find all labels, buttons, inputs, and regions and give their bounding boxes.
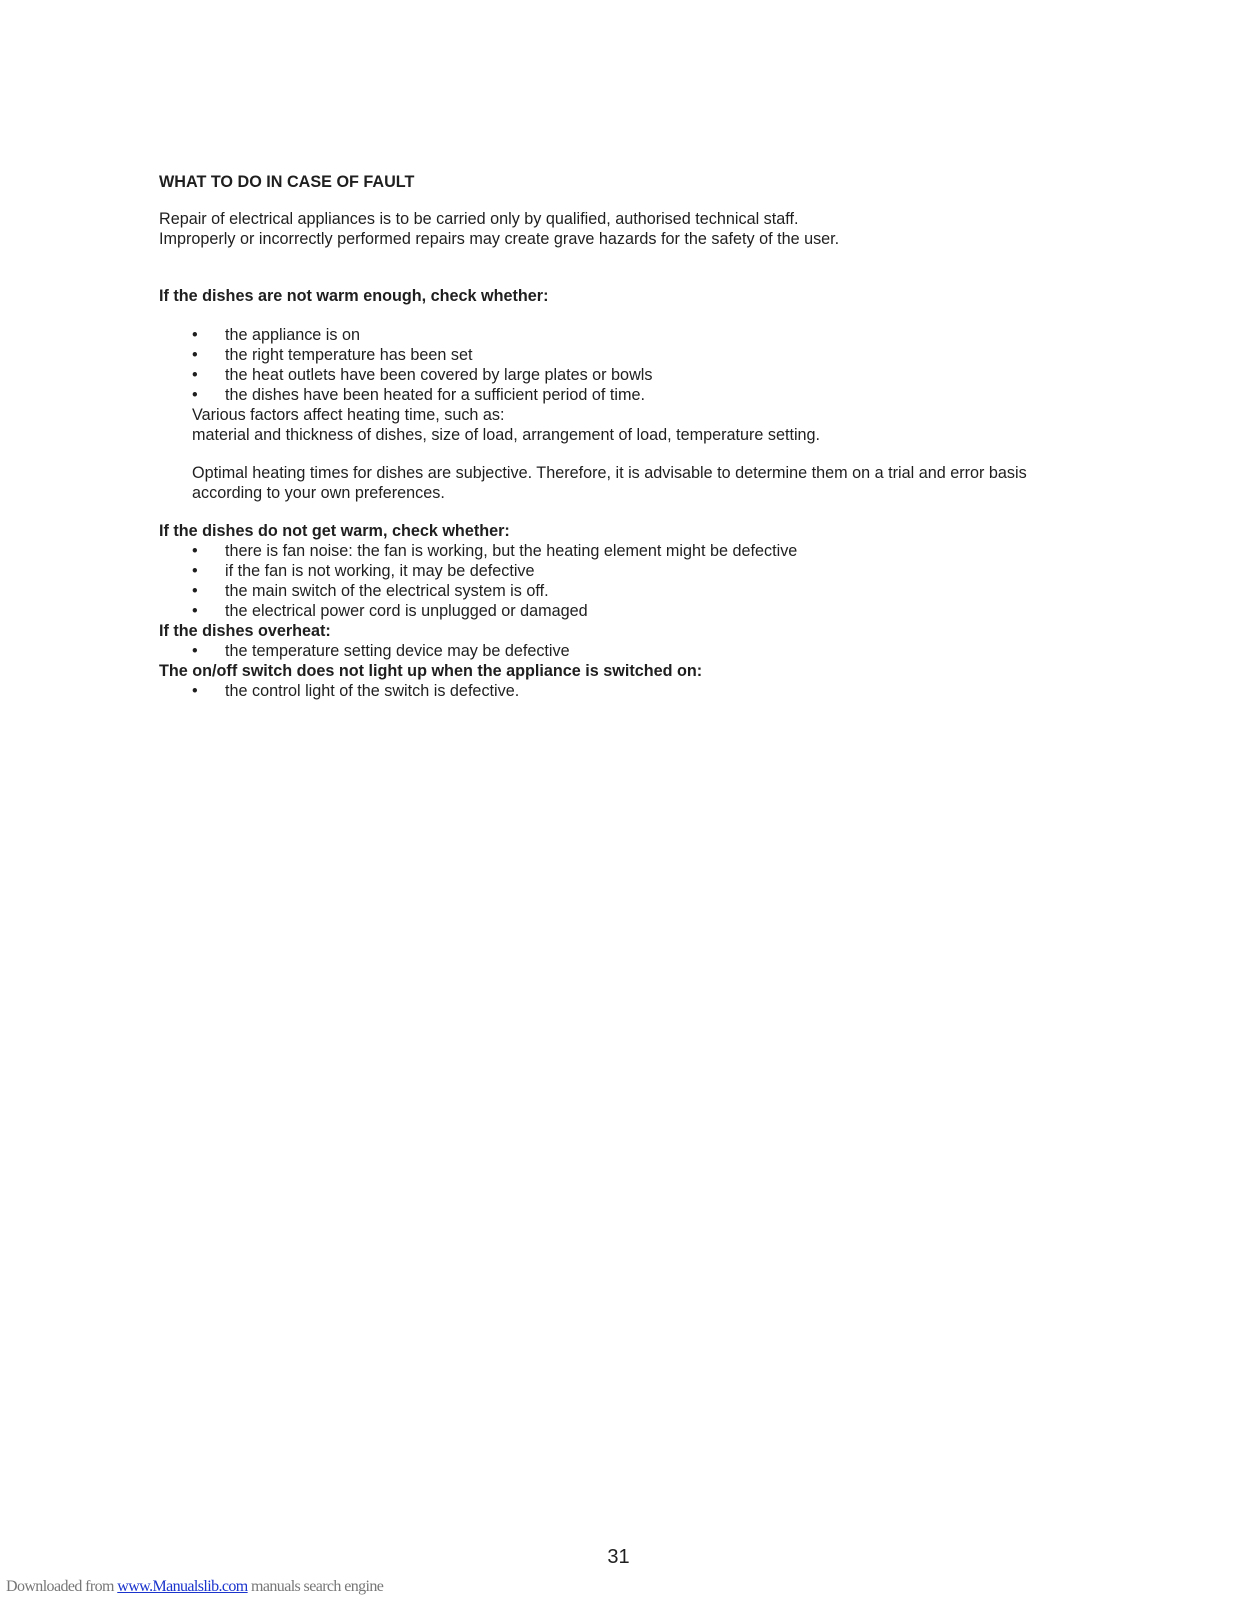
page-number: 31 [607,1546,630,1568]
list-item: • the dishes have been heated for a sufficient period of time. [159,385,1089,405]
section-heading-not-warm-enough: If the dishes are not warm enough, check whether: [159,287,549,305]
checklist-switch [159,681,1089,701]
intro-line: Improperly or incorrectly performed repairs may create grave hazards for the safety of the user. [159,230,840,248]
factors-line: material and thickness of dishes, size of load, arrangement of load, temperature setting. [192,426,821,444]
optimal-heating-paragraph: Optimal heating times for dishes are subjective. Therefore, it is advisable to determine them on a trial and error basis according to your own preferences. [192,464,1027,502]
heating-factors-paragraph [159,405,1089,445]
list-item: • the temperature setting device may be defective [159,641,1089,661]
section-heading-not-warm: If the dishes do not get warm, check whether: [159,522,510,540]
list-item: • there is fan noise: the fan is working, but the heating element might be defective [159,541,1089,561]
footer-prefix: Downloaded from [6,1578,118,1595]
manualslib-link[interactable]: www.Manualslib.com [117,1578,248,1595]
page-title: WHAT TO DO IN CASE OF FAULT [159,173,415,191]
intro-paragraph [159,209,1089,249]
checklist-overheat [159,641,1089,661]
download-footer [6,1578,383,1596]
checklist-not-warm-enough [159,325,1089,405]
list-item: • if the fan is not working, it may be defective [159,561,1089,581]
list-item: • the right temperature has been set [159,345,1089,365]
factors-line: Various factors affect heating time, such as: [192,406,505,424]
list-item: • the heat outlets have been covered by large plates or bowls [159,365,1089,385]
intro-line: Repair of electrical appliances is to be carried only by qualified, authorised technical staff. [159,210,799,228]
list-item: • the control light of the switch is defective. [159,681,1089,701]
document-body [159,172,1089,701]
checklist-not-warm [159,541,1089,621]
section-heading-overheat: If the dishes overheat: [159,622,331,640]
footer-suffix: manuals search engine [247,1578,384,1595]
list-item: • the electrical power cord is unplugged or damaged [159,601,1089,621]
list-item: • the appliance is on [159,325,1089,345]
list-item: • the main switch of the electrical system is off. [159,581,1089,601]
section-heading-switch: The on/off switch does not light up when the appliance is switched on: [159,662,703,680]
